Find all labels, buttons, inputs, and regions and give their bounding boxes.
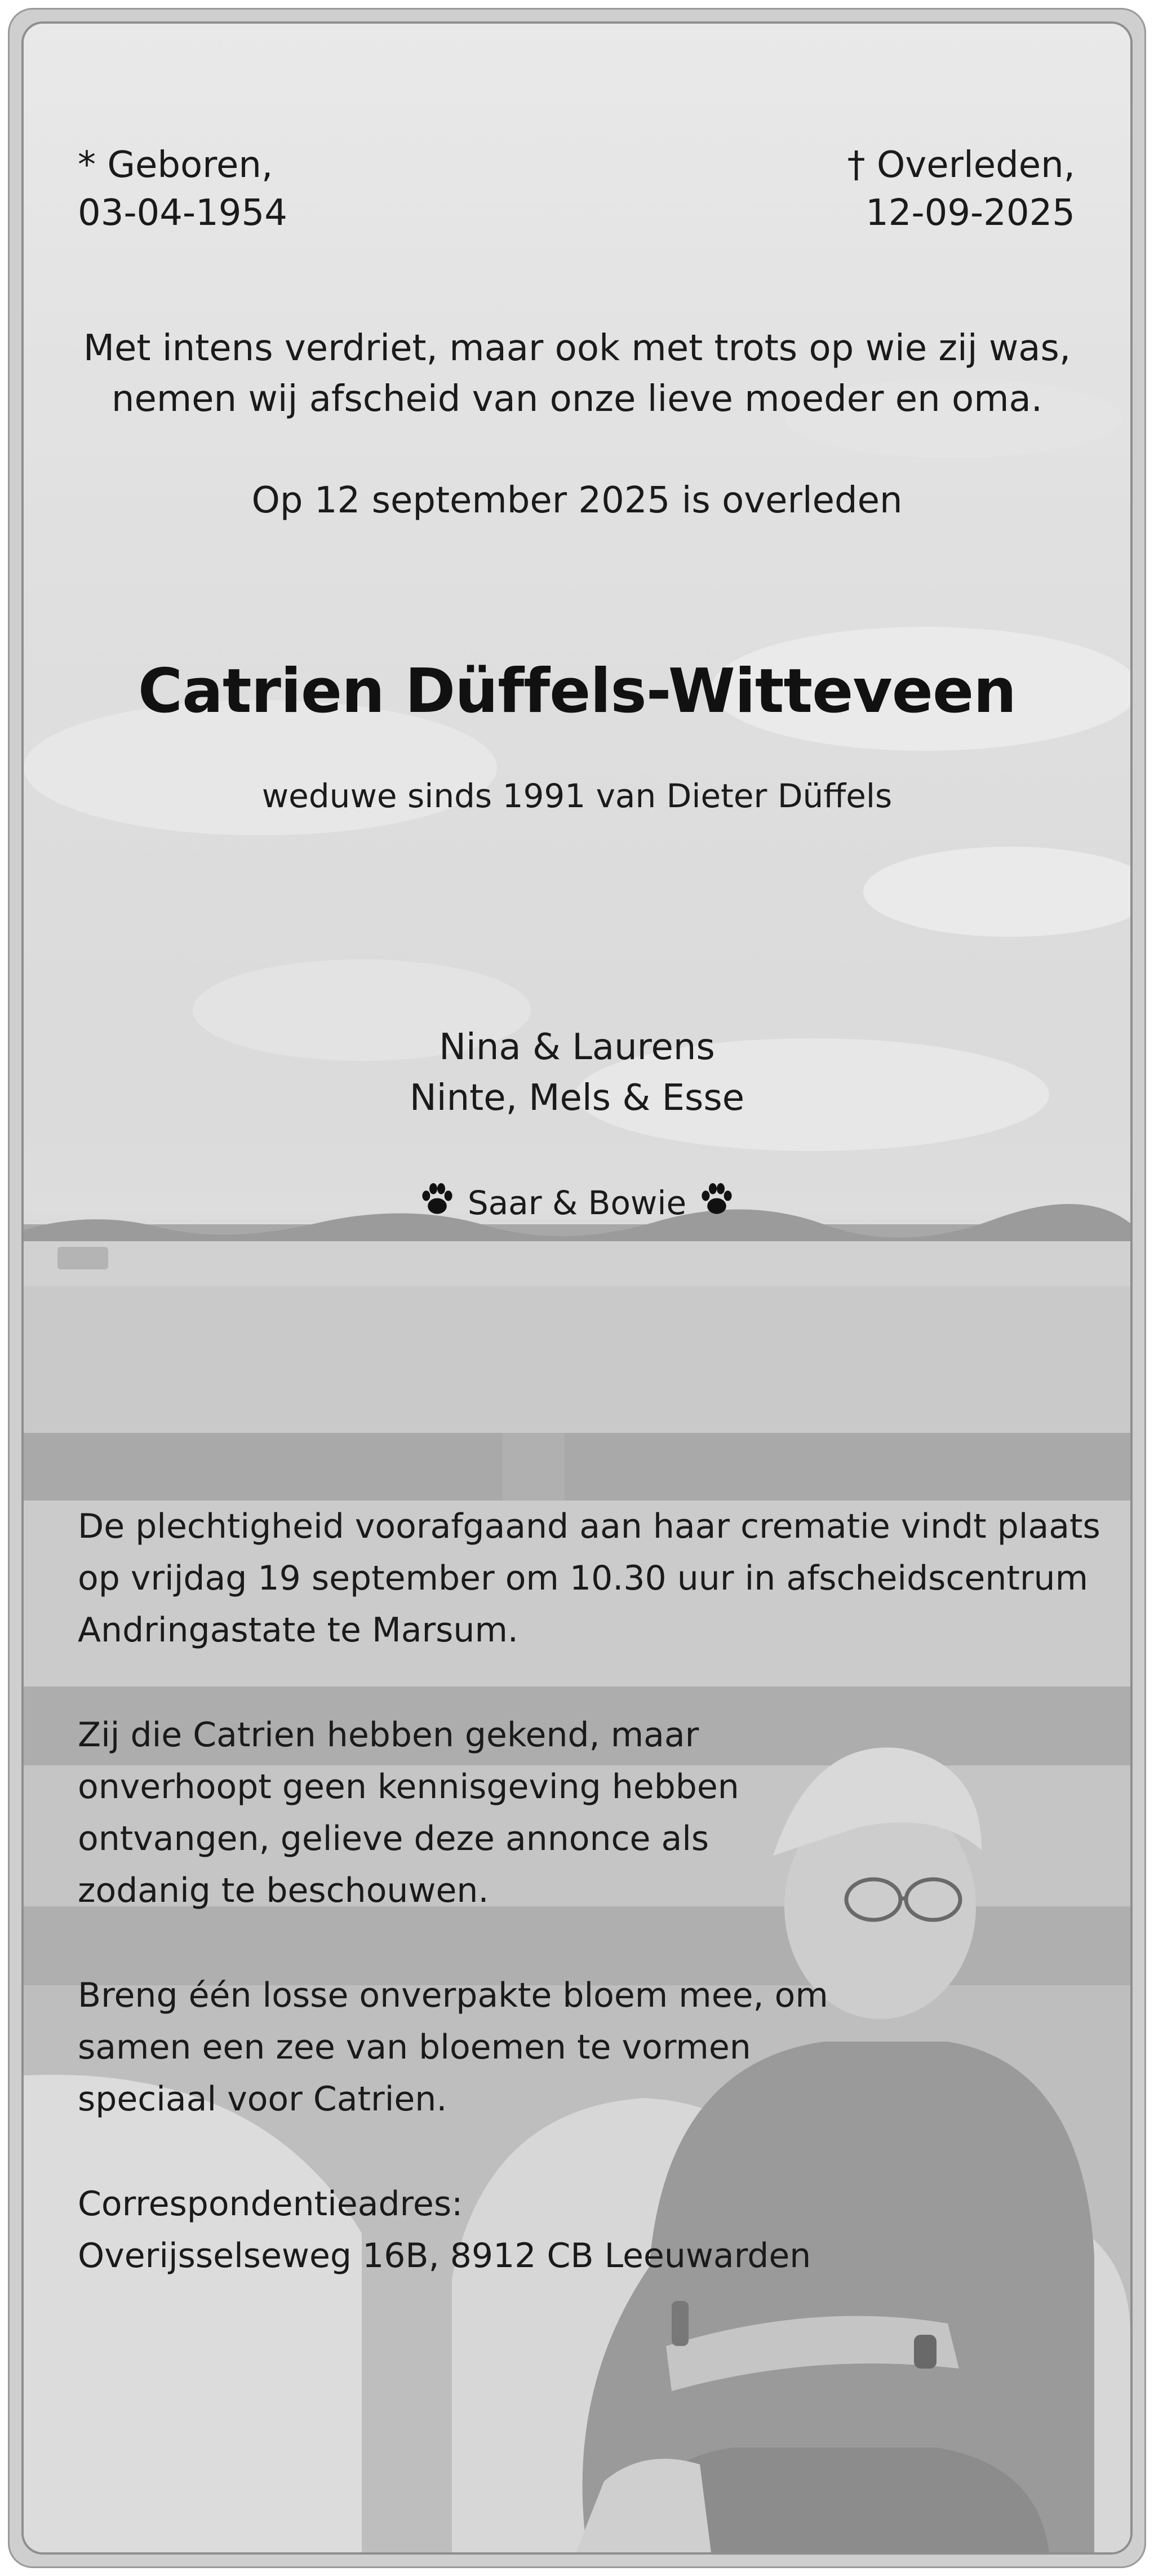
family-line-2: Ninte, Mels & Esse [409, 1077, 745, 1119]
ceremony-line-1: De plechtigheid voorafgaand aan haar crematie vindt plaats [78, 1507, 1100, 1546]
pets-names: Saar & Bowie [467, 1184, 687, 1222]
correspondence-label: Correspondentieadres: [78, 2184, 463, 2224]
paw-print-icon [697, 1179, 736, 1219]
correspondence-address: Overijsselseweg 16B, 8912 CB Leeuwarden [78, 2236, 811, 2276]
intro-line-1: Met intens verdriet, maar ook met trots op wie zij was, [83, 327, 1071, 369]
deceased-name: Catrien Düffels-Witteveen [137, 656, 1017, 727]
ceremony-line-3: Andringastate te Marsum. [78, 1610, 518, 1650]
flowers-line-3: speciaal voor Catrien. [78, 2079, 447, 2119]
born-date: 03-04-1954 [78, 192, 287, 234]
notice-line-1: Zij die Catrien hebben gekend, maar [78, 1715, 699, 1755]
intro-line-2: nemen wij afscheid van onze lieve moeder en oma. [111, 378, 1043, 420]
obituary-card [24, 24, 1130, 2552]
notice-line-4: zodanig te beschouwen. [78, 1871, 489, 1910]
notice-line-3: ontvangen, gelieve deze annonce als [78, 1819, 709, 1858]
born-label: * Geboren, [78, 144, 273, 186]
flowers-line-2: samen een zee van bloemen te vormen [78, 2028, 751, 2067]
died-date: 12-09-2025 [866, 192, 1075, 234]
notice-line-2: onverhoopt geen kennisgeving hebben [78, 1767, 739, 1807]
ceremony-line-2: op vrijdag 19 september om 10.30 uur in afscheidscentrum [78, 1559, 1089, 1598]
pets-line [24, 1179, 1130, 1225]
paw-print-icon [418, 1179, 457, 1219]
intro-line-3: Op 12 september 2025 is overleden [251, 480, 903, 521]
flowers-line-1: Breng één losse onverpakte bloem mee, om [78, 1976, 828, 2015]
family-line-1: Nina & Laurens [439, 1026, 715, 1068]
deceased-subtitle: weduwe sinds 1991 van Dieter Düffels [261, 777, 893, 815]
died-label: † Overleden, [847, 144, 1075, 186]
